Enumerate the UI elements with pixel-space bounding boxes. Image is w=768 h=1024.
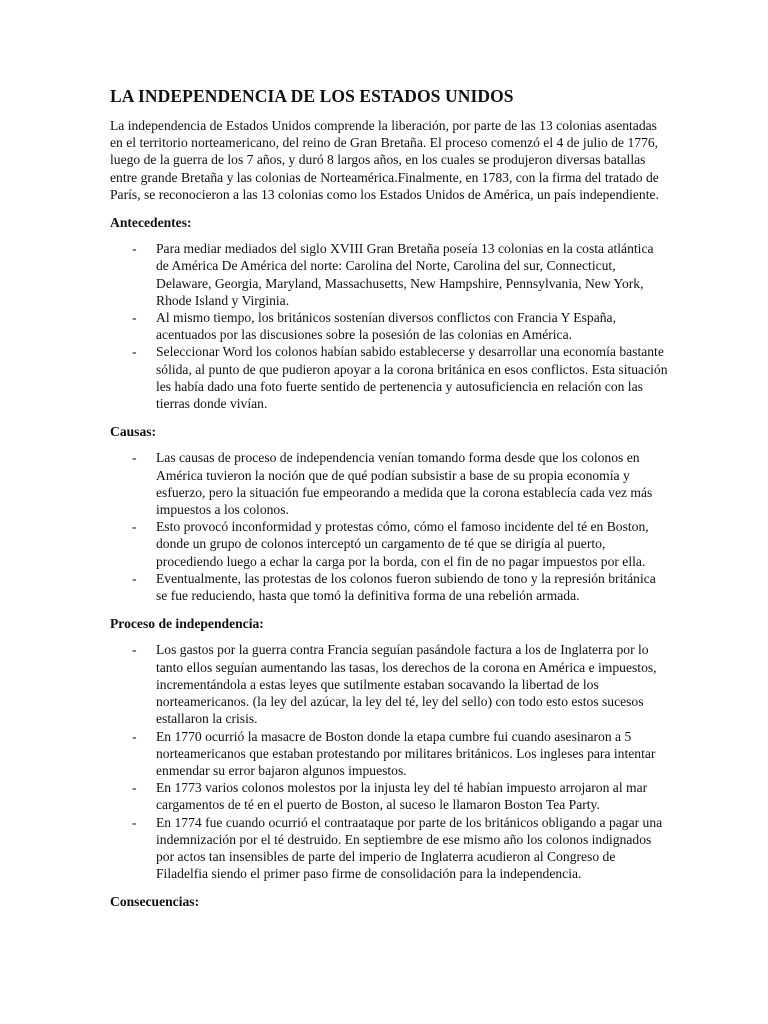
dash-marker: - bbox=[132, 241, 137, 257]
list-item-text: Eventualmente, las protestas de los colonos fueron subiendo de tono y la represión británica se fue reduciendo, hasta que tomó la definitiva forma de una rebelión armada. bbox=[156, 570, 656, 604]
intro-paragraph: La independencia de Estados Unidos comprende la liberación, por parte de las 13 colonias asentadas en el territorio norteamericano, del reino de Gran Bretaña. El proceso comenzó el 4 de julio de 1776, luego de la guerra de los 7 años, y duró 8 largos años, en los cuales se produjeron diversas batallas entre grande Bretaña y las colonias de Norteamérica.Finalmente, en 1783, con la firma del tratado de París, se reconocieron a las 13 colonias como los Estados Unidos de América, un país independiente. bbox=[110, 118, 659, 202]
list-item bbox=[110, 449, 668, 518]
document-title: LA INDEPENDENCIA DE LOS ESTADOS UNIDOS bbox=[110, 86, 514, 106]
list-item bbox=[110, 570, 668, 604]
list-item bbox=[110, 728, 668, 780]
section-antecedentes bbox=[110, 214, 668, 412]
dash-marker: - bbox=[132, 780, 137, 796]
section-proceso-de-independencia bbox=[110, 615, 668, 882]
list-item bbox=[110, 518, 668, 570]
dash-marker: - bbox=[132, 450, 137, 466]
dash-marker: - bbox=[132, 570, 137, 586]
section-heading: Consecuencias: bbox=[110, 894, 200, 910]
section-heading: Proceso de independencia: bbox=[110, 616, 264, 632]
list-item-text: En 1773 varios colonos molestos por la injusta ley del té habían impuesto arrojaron al mar cargamentos de té en el puerto de Boston, al suceso le llamaron Boston Tea Party. bbox=[156, 780, 648, 813]
list-item-text: Las causas de proceso de independencia venían tomando forma desde que los colonos en América tuvieron la noción que de qué podían subsistir a base de su propia economía y esfuerzo, pero la situación fue empeorando a medida que la corona establecía cada vez más impuestos a los colonos. bbox=[156, 450, 653, 518]
list-item-text: Esto provocó inconformidad y protestas cómo, cómo el famoso incidente del té en Boston, donde un grupo de colonos interceptó un cargamento de té que se dirigía al puerto, procediendo luego a echar la carga por la borda, con el fin de no pagar impuestos por ella. bbox=[156, 519, 649, 569]
dash-marker: - bbox=[132, 642, 137, 658]
list-item-text: Seleccionar Word los colonos habían sabido establecerse y desarrollar una economía bastante sólida, al punto de que pudieron apoyar a la corona británica en esos conflictos. Esta situación les había dado una foto fuerte sentido de pertenencia y autosuficiencia en relación con las tierras donde vivían. bbox=[156, 344, 668, 412]
section-consecuencias bbox=[110, 893, 668, 910]
list-item-text: Para mediar mediados del siglo XVIII Gran Bretaña poseía 13 colonias en la costa atlántica de América De América del norte: Carolina del Norte, Carolina del sur, Connecticut, Delaware, Georgia, Maryland, Massachusetts, New Hampshire, Pennsylvania, New York, Rhode Island y Virginia. bbox=[156, 241, 654, 308]
dash-marker: - bbox=[132, 814, 137, 830]
bullet-list bbox=[110, 240, 668, 412]
list-item bbox=[110, 343, 668, 412]
list-item-text: En 1774 fue cuando ocurrió el contraataque por parte de los británicos obligando a pagar una indemnización por el té destruido. En septiembre de ese mismo año los colonos indignados por actos tan insensibles de parte del imperio de Inglaterra acudieron al Congreso de Filadelfia siendo el primer paso firme de consolidación para la independencia. bbox=[156, 814, 663, 882]
list-item-text: Al mismo tiempo, los británicos sostenían diversos conflictos con Francia Y España, acentuados por las discusiones sobre la posesión de las colonias en América. bbox=[156, 310, 616, 343]
list-item-text: En 1770 ocurrió la masacre de Boston donde la etapa cumbre fui cuando asesinaron a 5 norteamericanos que estaban protestando por militares británicos. Los ingleses para intentar enmendar su error bajaron algunos impuestos. bbox=[156, 728, 656, 778]
list-item bbox=[110, 240, 668, 309]
dash-marker: - bbox=[132, 728, 137, 744]
dash-marker: - bbox=[132, 310, 137, 326]
bullet-list bbox=[110, 449, 668, 604]
section-causas bbox=[110, 423, 668, 604]
dash-marker: - bbox=[132, 344, 137, 360]
section-heading: Antecedentes: bbox=[110, 215, 192, 231]
section-heading: Causas: bbox=[110, 424, 157, 440]
list-item bbox=[110, 641, 668, 727]
list-item bbox=[110, 779, 668, 813]
dash-marker: - bbox=[132, 519, 137, 535]
bullet-list bbox=[110, 641, 668, 882]
list-item bbox=[110, 309, 668, 343]
list-item-text: Los gastos por la guerra contra Francia seguían pasándole factura a los de Inglaterra por lo tanto ellos seguían aumentando las tasas, los derechos de la corona en América e impuestos, incrementándola a estas leyes que sutilmente estaban socavando la libertad de los norteamericanos. (la ley del azúcar, la ley del té, ley del sello) con todo esto estos sucesos estallaron la crisis. bbox=[156, 642, 657, 727]
list-item bbox=[110, 814, 668, 883]
